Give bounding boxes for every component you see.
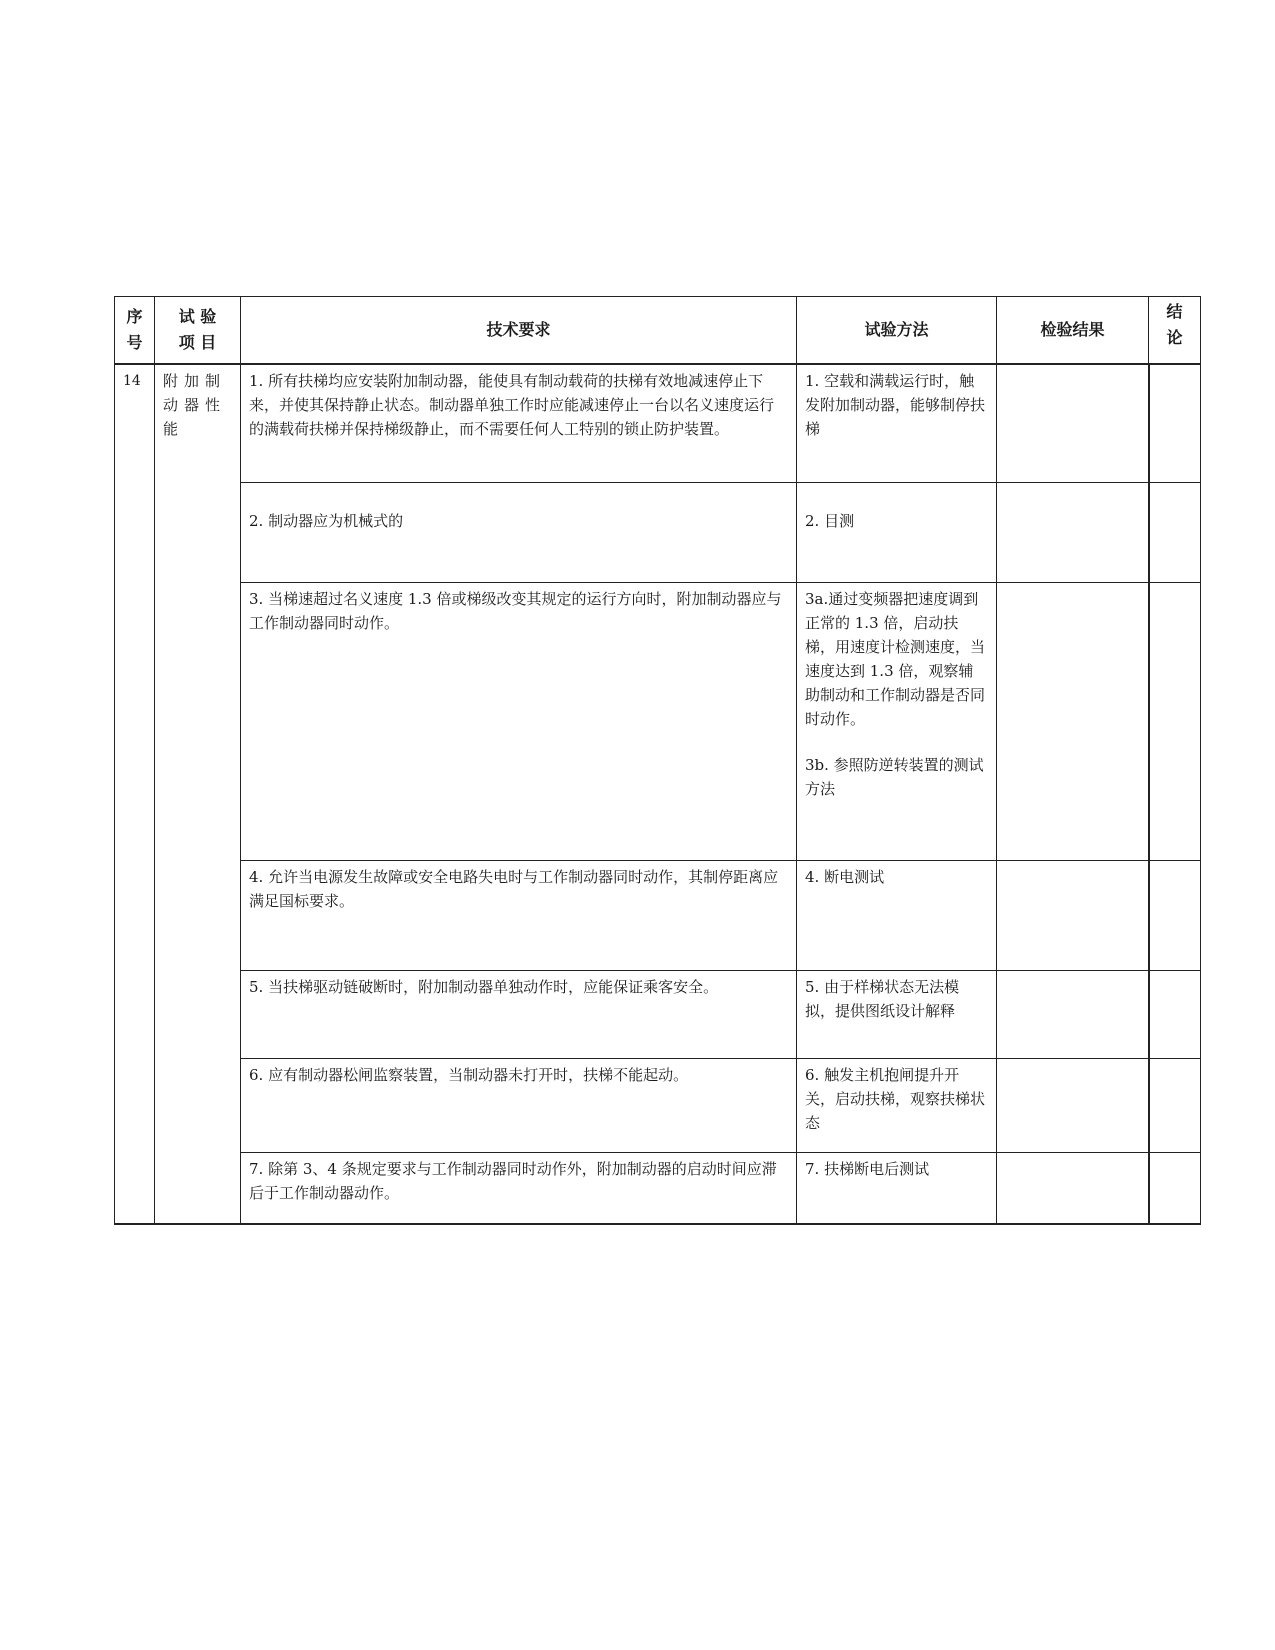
conclusion-cell[interactable]: [1149, 482, 1201, 582]
requirement-cell: 6. 应有制动器松闸监察装置，当制动器未打开时，扶梯不能起动。: [241, 1058, 797, 1152]
table-row: [115, 482, 1201, 582]
header-test-item: [155, 297, 241, 365]
conclusion-cell[interactable]: [1149, 1058, 1201, 1152]
table-row: [115, 1058, 1201, 1152]
conclusion-cell[interactable]: [1149, 860, 1201, 970]
header-requirement: 技术要求: [241, 297, 797, 365]
method-cell: 5. 由于样梯状态无法模拟，提供图纸设计解释: [797, 970, 997, 1058]
table-row: [115, 582, 1201, 860]
table-row: [115, 1152, 1201, 1224]
table-row: [115, 970, 1201, 1058]
requirement-cell: [241, 482, 797, 582]
header-conclusion: [1149, 297, 1201, 365]
result-cell[interactable]: [997, 482, 1149, 582]
header-seq-line2: 号: [126, 333, 143, 352]
header-seq: [115, 297, 155, 365]
test-item-name: 附加制动器性能: [155, 364, 241, 1224]
method-cell: 7. 扶梯断电后测试: [797, 1152, 997, 1224]
method-cell: 6. 触发主机抱闸提升开关，启动扶梯，观察扶梯状态: [797, 1058, 997, 1152]
method-cell: [797, 582, 997, 860]
conclusion-cell[interactable]: [1149, 970, 1201, 1058]
seq-number: 14: [115, 364, 155, 1224]
requirement-cell: 1. 所有扶梯均应安装附加制动器，能使具有制动载荷的扶梯有效地减速停止下来，并使其保持静止状态。制动器单独工作时应能减速停止一台以名义速度运行的满载荷扶梯并保持梯级静止，而不需要任何人工特别的锁止防护装置。: [241, 364, 797, 482]
result-cell[interactable]: [997, 860, 1149, 970]
requirement-cell: 3. 当梯速超过名义速度 1.3 倍或梯级改变其规定的运行方向时，附加制动器应与工作制动器同时动作。: [241, 582, 797, 860]
table-header-row: [115, 297, 1201, 365]
method-text: 2. 目测: [805, 511, 855, 530]
conclusion-cell[interactable]: [1149, 1152, 1201, 1224]
table-row: [115, 364, 1201, 482]
header-seq-line1: 序: [126, 307, 143, 326]
requirement-cell: 4. 允许当电源发生故障或安全电路失电时与工作制动器同时动作，其制停距离应满足国标要求。: [241, 860, 797, 970]
conclusion-cell[interactable]: [1149, 582, 1201, 860]
test-spec-table: [114, 296, 1201, 1225]
method-cell: 4. 断电测试: [797, 860, 997, 970]
table-row: [115, 860, 1201, 970]
requirement-text: 2. 制动器应为机械式的: [249, 511, 404, 530]
result-cell[interactable]: [997, 1152, 1149, 1224]
method-gap: [805, 731, 988, 753]
header-method: 试验方法: [797, 297, 997, 365]
requirement-cell: 7. 除第 3、4 条规定要求与工作制动器同时动作外，附加制动器的启动时间应滞后于工作制动器动作。: [241, 1152, 797, 1224]
header-result: 检验结果: [997, 297, 1149, 365]
method-text-a: 3a.通过变频器把速度调到正常的 1.3 倍，启动扶梯，用速度计检测速度，当速度达到 1.3 倍，观察辅助制动和工作制动器是否同时动作。: [805, 589, 986, 728]
result-cell[interactable]: [997, 364, 1149, 482]
method-cell: 1. 空载和满载运行时，触发附加制动器，能够制停扶梯: [797, 364, 997, 482]
header-conclusion-line2: 论: [1166, 328, 1183, 347]
result-cell[interactable]: [997, 582, 1149, 860]
requirement-cell: 5. 当扶梯驱动链破断时，附加制动器单独动作时，应能保证乘客安全。: [241, 970, 797, 1058]
result-cell[interactable]: [997, 1058, 1149, 1152]
method-text-b: 3b. 参照防逆转装置的测试方法: [805, 755, 984, 798]
method-cell: [797, 482, 997, 582]
conclusion-cell[interactable]: [1149, 364, 1201, 482]
result-cell[interactable]: [997, 970, 1149, 1058]
header-item-line1: 试 验: [178, 307, 217, 326]
header-item-line2: 项 目: [178, 333, 217, 352]
header-conclusion-line1: 结: [1166, 302, 1183, 321]
